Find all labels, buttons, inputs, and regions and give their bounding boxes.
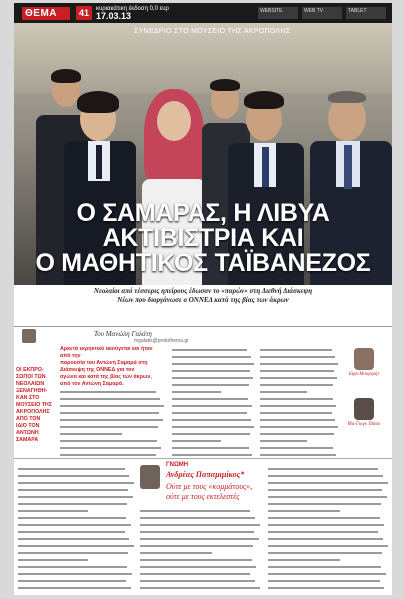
text-line [172,451,254,458]
text-line [268,465,388,472]
link-web-tv[interactable]: WEB TV [302,7,342,19]
opinion-column-3 [268,465,388,591]
text-line [172,367,254,374]
kicker-line: ΣΩΠΟΙ ΤΩΝ [16,374,46,380]
kicker-line: ΣΑΜΑΡΑ [16,437,39,443]
text-line [60,423,164,430]
text-line [268,507,388,514]
author-avatar [22,329,36,343]
article-column-3 [260,346,338,458]
sidebar-person-1 [342,348,386,377]
event-label: ΣΥΝΕΔΡΙΟ ΣΤΟ ΜΟΥΣΕΙΟ ΤΗΣ ΑΚΡΟΠΟΛΗΣ [134,28,291,35]
kicker-line: ΑΚΡΟΠΟΛΗΣ [16,409,50,415]
kicker-line: ΙΔΙΟ ΤΟΝ [16,423,40,429]
text-line [18,479,134,486]
text-line [268,570,388,577]
author-name: Του Μανώλη Γαλάτη [94,330,152,338]
text-line [140,563,260,570]
newspaper-logo: ΘΕΜΑ [22,7,70,20]
lede-line-1: Νεολαίοι από τέσσερις ηπείρους έδωσαν το «παρών» στη Διεθνή Διάσκεψη [93,287,313,295]
text-line [260,444,338,451]
text-line [18,577,134,584]
text-line [260,430,338,437]
text-line [18,500,134,507]
text-line [18,549,134,556]
headline [22,201,384,276]
text-line [260,360,338,367]
text-line [60,416,164,423]
text-line [60,430,164,437]
text-line [260,437,338,444]
lede-line-2: Νέων που διοργάνωσε ο ΟΝΝΕΔ κατά της βίας των άκρων [117,296,289,304]
text-line [60,395,164,402]
text-line [18,507,134,514]
text-line [172,416,254,423]
text-line [260,402,338,409]
text-line [140,577,260,584]
text-line [140,507,260,514]
text-line [260,423,338,430]
text-line [172,346,254,353]
opinion-author-photo [140,465,160,489]
text-line [268,514,388,521]
text-line [172,444,254,451]
intro-line: Διάσκεψη της ΟΝΝΕΔ για τον [60,367,135,373]
text-line [260,381,338,388]
text-line [140,528,260,535]
opinion-headline-line: Ούτε με τους «κομμάτους», [166,482,253,491]
issue-date-label: κυριακάτικη έκδοση 0,0 ευρ [96,6,169,12]
opinion-column-2 [140,507,260,591]
text-line [260,451,338,458]
text-line [18,563,134,570]
text-line [268,549,388,556]
text-line [268,521,388,528]
issue-date [96,6,169,20]
page-number: 41 [76,6,92,20]
text-line [140,549,260,556]
issue-date-value: 17.03.13 [96,11,132,21]
opinion-tag: ΓΝΩΜΗ [166,462,189,468]
opinion-section [14,458,392,595]
sidebar-person-2 [342,398,386,427]
text-line [60,388,164,395]
header-links [258,7,386,19]
text-line [18,472,134,479]
text-line [60,437,164,444]
headline-line-1: Ο ΣΑΜΑΡΑΣ, Η ΛΙΒΥΑ [76,199,330,227]
text-line [268,556,388,563]
text-line [260,374,338,381]
text-line [268,500,388,507]
text-line [18,521,134,528]
text-line [260,388,338,395]
kicker-line: ΟΙ ΕΚΠΡΟ- [16,367,44,373]
opinion-column-1 [18,465,134,591]
opinion-headline-line: ούτε με τους εκτελεστές [166,492,240,501]
kicker-line: ΚΑΝ ΣΤΟ [16,395,40,401]
intro-line: αγώνα και κατά της βίας των άκρων, [60,374,152,380]
link-website[interactable]: WEBSITE [258,7,298,19]
text-line [172,423,254,430]
text-line [18,465,134,472]
kicker-line: ΞΕΝΑΓΗΘΗ- [16,388,48,394]
text-line [18,542,134,549]
text-line [268,493,388,500]
page-header [14,3,392,23]
text-line [260,353,338,360]
article-column-1 [60,388,164,458]
text-line [18,528,134,535]
article-intro [60,346,164,388]
intro-line: παρουσία του Αντώνη Σαμαρά στη [60,360,148,366]
text-line [268,486,388,493]
text-line [268,563,388,570]
text-line [172,402,254,409]
text-line [60,402,164,409]
opinion-author: Ανδρέας Παπαμιμίκος* [166,470,245,479]
text-line [140,542,260,549]
intro-line: Αρκετά εκρηκτικό ακούγεται και ήταν από την [60,346,153,359]
text-line [268,479,388,486]
text-line [172,388,254,395]
text-line [18,556,134,563]
headline-line-2: ΑΚΤΙΒΙΣΤΡΙΑ ΚΑΙ [102,224,304,252]
text-line [140,514,260,521]
text-line [140,570,260,577]
text-line [140,535,260,542]
kicker-line: ΑΠΟ ΤΟΝ [16,416,41,422]
text-line [18,486,134,493]
text-line [268,472,388,479]
portrait-photo [354,348,374,370]
text-line [172,430,254,437]
text-line [18,584,134,591]
lede [14,287,392,305]
text-line [268,542,388,549]
text-line [260,346,338,353]
text-line [268,584,388,591]
text-line [260,395,338,402]
text-line [60,444,164,451]
portrait-photo [354,398,374,420]
kicker-line: ΝΕΟΛΑΙΩΝ [16,381,45,387]
text-line [172,374,254,381]
hero-photo [14,23,392,285]
article-column-2 [172,346,254,458]
text-line [18,535,134,542]
text-line [140,556,260,563]
intro-line: από τον Αντώνη Σαμαρά. [60,381,124,387]
opinion-headline [166,482,252,502]
text-line [260,367,338,374]
text-line [60,451,164,458]
kicker-line: ΜΟΥΣΕΙΟ ΤΗΣ [16,402,52,408]
author-email[interactable]: mgalatis@protothema.gr [134,338,189,344]
text-line [172,409,254,416]
text-line [268,528,388,535]
text-line [172,360,254,367]
text-line [172,437,254,444]
side-kicker [16,367,52,444]
text-line [172,395,254,402]
text-line [260,409,338,416]
text-line [18,514,134,521]
text-line [60,409,164,416]
text-line [140,584,260,591]
text-line [172,353,254,360]
byline [14,326,392,344]
text-line [260,416,338,423]
newspaper-page [14,3,392,595]
text-line [268,577,388,584]
text-line [18,570,134,577]
kicker-line: ΑΝΤΩΝΗ [16,430,39,436]
text-line [172,381,254,388]
sidebar-person-name: Ιάρα Μουγκρήτ [348,372,380,377]
link-tablet[interactable]: TABLET [346,7,386,19]
sidebar-person-name: Μα-Γκιγκ Τσάου [347,422,381,427]
headline-line-3: Ο ΜΑΘΗΤΙΚΟΣ ΤΑΪΒΑΝΕΖΟΣ [35,249,371,277]
text-line [140,521,260,528]
text-line [268,535,388,542]
text-line [18,493,134,500]
